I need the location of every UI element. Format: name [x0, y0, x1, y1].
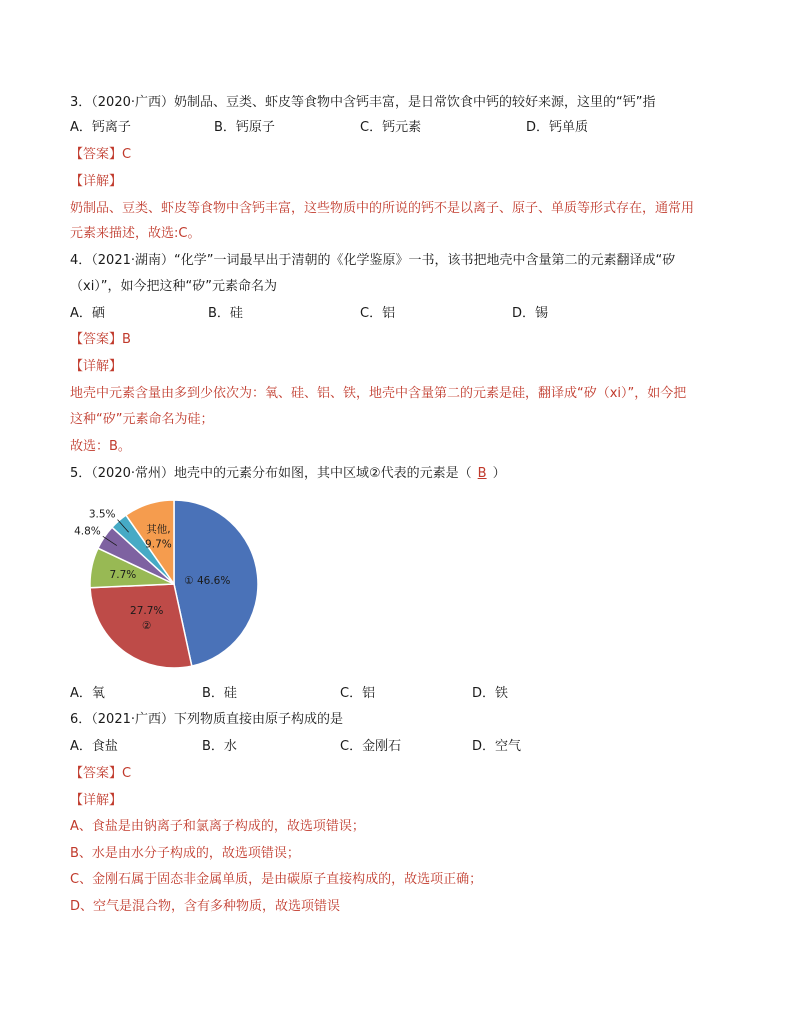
q5-option-d: D．铁 [472, 686, 509, 701]
q4-stem-line: （xi）”，如今把这种“矽”元素命名为 [70, 279, 278, 294]
q3-detail-line: 奶制品、豆类、虾皮等食物中含钙丰富，这些物质中的所说的钙不是以离子、原子、单质等形式存在，通常用 [70, 201, 695, 216]
q6-detail-line: A、食盐是由钠离子和氯离子构成的，故选项错误； [70, 819, 365, 834]
pie-slices [90, 500, 258, 668]
q6-option-b: B．水 [202, 739, 237, 754]
q6-detail-label: 【详解】 [70, 793, 123, 808]
q4-option-d: D．锡 [512, 306, 549, 321]
q3-answer: 【答案】C [70, 147, 132, 162]
pie-value-label: 7.7% [109, 568, 137, 581]
q6-detail-line: B、水是由水分子构成的，故选项错误； [70, 846, 300, 861]
pie-value-label: 9.7% [145, 538, 172, 551]
q4-detail-line: 地壳中元素含量由多到少依次为：氧、硅、铝、铁，地壳中含量第二的元素是硅，翻译成“矽（xi）”，如今把 [70, 386, 687, 401]
q3-option-a: A．钙离子 [70, 120, 131, 135]
q6-answer: 【答案】C [70, 766, 132, 781]
q3-stem: 3．（2020·广西）奶制品、豆类、虾皮等食物中含钙丰富，是日常饮食中钙的较好来源，这里的“钙”指 [70, 95, 656, 110]
q4-option-a: A．硒 [70, 306, 105, 321]
q4-detail-label: 【详解】 [70, 359, 123, 374]
pie-slice [90, 584, 192, 668]
q4-option-c: C．铝 [360, 306, 396, 321]
q6-detail-line: D、空气是混合物，含有多种物质，故选项错误 [70, 899, 341, 914]
q6-detail-line: C、金刚石属于固态非金属单质，是由碳原子直接构成的，故选项正确； [70, 872, 483, 887]
q4-answer: 【答案】B [70, 332, 131, 347]
q3-detail-line: 元素来描述，故选:C。 [70, 226, 201, 241]
q5-option-b: B．硅 [202, 686, 237, 701]
q4-option-b: B．硅 [208, 306, 243, 321]
q3-option-b: B．钙原子 [214, 120, 275, 135]
q6-option-d: D．空气 [472, 739, 522, 754]
q6-stem: 6．（2021·广西）下列物质直接由原子构成的是 [70, 712, 343, 727]
pie-value-label: 27.7% [130, 604, 164, 617]
q6-option-c: C．金刚石 [340, 739, 402, 754]
q3-option-c: C．钙元素 [360, 120, 422, 135]
q5-stem [70, 465, 506, 483]
q4-detail-line: 故选：B。 [70, 439, 131, 454]
pie-value-label: 3.5% [88, 508, 116, 521]
q3-detail-label: 【详解】 [70, 174, 123, 189]
pie-value-label: 其他, [146, 523, 171, 536]
q4-detail-line: 这种“矽”元素命名为硅； [70, 412, 214, 427]
q6-option-a: A．食盐 [70, 739, 118, 754]
pie-value-label: 4.8% [74, 525, 101, 538]
pie-value-label: ① 46.6% [184, 574, 231, 587]
pie-slice-marker: ② [141, 619, 152, 632]
q4-stem-line: 4．（2021·湖南）“化学”一词最早出于清朝的《化学鉴原》一书，该书把地壳中含量第二的元素翻译成“矽 [70, 253, 676, 268]
element-pie-chart [66, 496, 266, 676]
q5-option-a: A．氧 [70, 686, 105, 701]
q3-option-d: D．钙单质 [526, 120, 589, 135]
q5-option-c: C．铝 [340, 686, 376, 701]
q5-stem-text: 5．（2020·常州）地壳中的元素分布如图，其中区域②代表的元素是（ [70, 466, 472, 481]
q5-stem-answer: B [477, 466, 487, 481]
q5-stem-close: ） [492, 466, 506, 481]
